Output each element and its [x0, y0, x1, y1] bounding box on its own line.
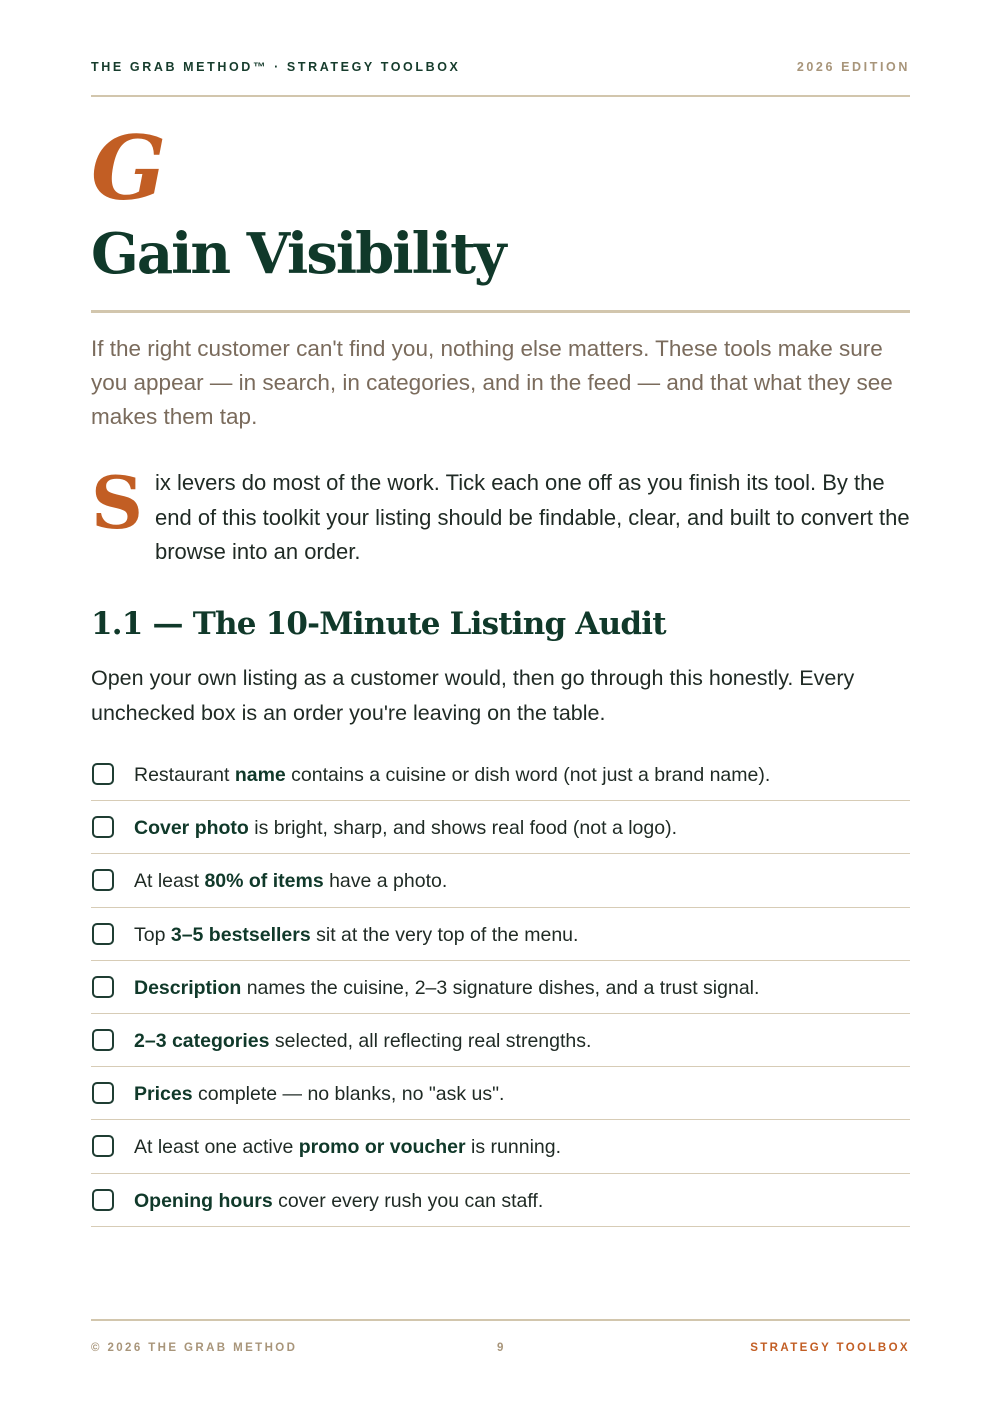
checklist-item [91, 748, 910, 801]
checkbox[interactable] [92, 976, 114, 998]
chapter-title: Gain Visibility [91, 221, 505, 287]
checklist-item [91, 1014, 910, 1067]
checklist-item [91, 801, 910, 854]
drop-cap: S [91, 460, 143, 545]
audit-checklist [91, 748, 910, 1227]
chapter-lede: If the right customer can't find you, nothing else matters. These tools make sure you appear — in search, in categories, and in the feed — and that what they see makes them tap. [91, 336, 893, 429]
checklist-item-text: Prices complete — no blanks, no "ask us". [134, 1083, 505, 1106]
checklist-item [91, 908, 910, 961]
footer-section: STRATEGY TOOLBOX [750, 1342, 910, 1354]
chapter-letter: G [91, 116, 167, 220]
title-divider [91, 310, 910, 313]
checklist-item [91, 854, 910, 907]
section-description: Open your own listing as a customer would, then go through this honestly. Every unchecked box is an order you're leaving on the table. [91, 666, 855, 725]
section-title: 1.1 — The 10-Minute Listing Audit [91, 606, 666, 642]
header-divider [91, 95, 910, 97]
checklist-item-text: At least one active promo or voucher is running. [134, 1136, 562, 1159]
header-brand: THE GRAB METHOD™ · STRATEGY TOOLBOX [91, 60, 461, 74]
checkbox[interactable] [92, 923, 114, 945]
checklist-item-text: Restaurant name contains a cuisine or dish word (not just a brand name). [134, 764, 771, 786]
checklist-item [91, 1067, 910, 1120]
checklist-item [91, 1174, 910, 1227]
footer-divider [91, 1319, 910, 1321]
footer-copyright: © 2026 THE GRAB METHOD [91, 1342, 298, 1354]
checklist-item [91, 1120, 910, 1173]
page-number: 9 [497, 1342, 506, 1354]
checkbox[interactable] [92, 869, 114, 891]
checklist-item-text: Cover photo is bright, sharp, and shows real food (not a logo). [134, 817, 677, 840]
checkbox[interactable] [92, 1029, 114, 1051]
header-edition: 2026 EDITION [796, 60, 910, 74]
page-header [91, 60, 910, 76]
checkbox[interactable] [92, 816, 114, 838]
checkbox[interactable] [92, 1189, 114, 1211]
checkbox[interactable] [92, 1082, 114, 1104]
intro-paragraph [91, 460, 913, 570]
checklist-item-text: At least 80% of items have a photo. [134, 870, 448, 893]
checklist-item-text: Opening hours cover every rush you can staff. [134, 1189, 544, 1212]
checklist-item-text: Description names the cuisine, 2–3 signature dishes, and a trust signal. [134, 976, 760, 999]
checkbox[interactable] [92, 1135, 114, 1157]
checklist-item [91, 961, 910, 1014]
page-footer [91, 1342, 910, 1356]
intro-text: ix levers do most of the work. Tick each one off as you finish its tool. By the end of this toolkit your listing should be findable, clear, and built to convert the browse into an order. [155, 470, 910, 564]
checklist-item-text: 2–3 categories selected, all reflecting real strengths. [134, 1029, 592, 1052]
checkbox[interactable] [92, 763, 114, 785]
checklist-item-text: Top 3–5 bestsellers sit at the very top of the menu. [134, 923, 579, 946]
